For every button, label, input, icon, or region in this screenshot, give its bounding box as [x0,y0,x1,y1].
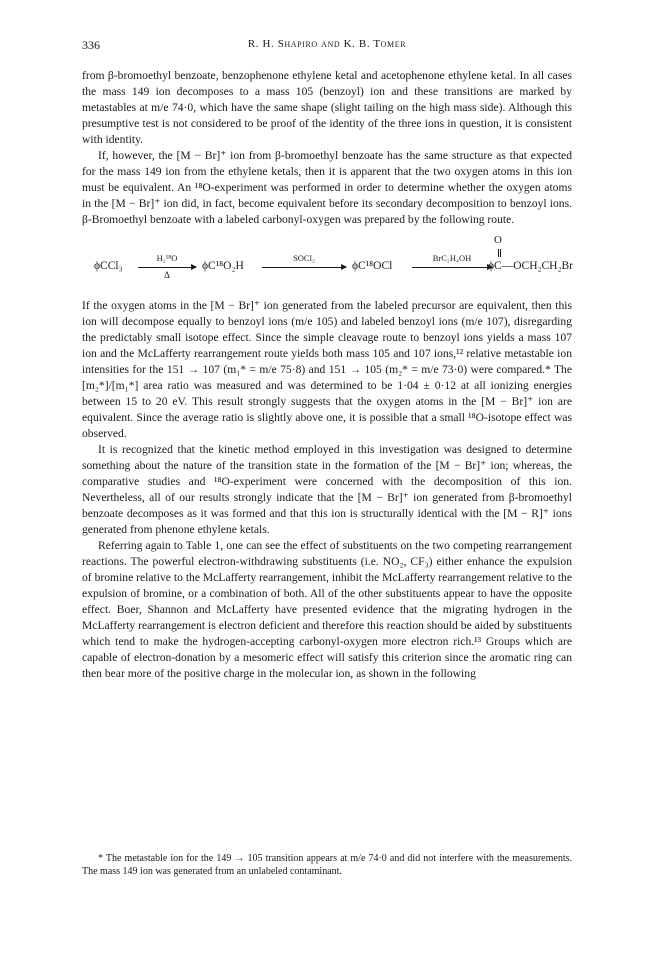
page-number: 336 [82,38,100,52]
scheme-arrow-1-condition: Δ [164,270,170,280]
scheme-compound-3: ϕC¹⁸OCl [352,260,393,272]
paragraph-4: It is recognized that the kinetic method employed in this investigation was designed to determine something about the nature of the transition state in the formation of the [M − Br]⁺ ion; whereas, the comparative studies and ¹⁸O-experiment were concerned with the decomposition of this ion. Nevertheless, all of our results strongly indicate that the [M − Br]⁺ ion generated from β-bromoethyl benzoate decomposes as it was formed and that this ion is structurally identical with the [M − R]⁺ ions generated from phenone ethylene ketals. [82,443,572,536]
page-body [82,38,572,682]
page-header [82,38,572,56]
double-bond-mark [498,249,501,257]
synthesis-scheme [82,234,572,288]
footnote: * The metastable ion for the 149 → 105 transition appears at m/e 74·0 and did not interfere with the measurements. The mass 149 ion was generated from an unlabeled contaminant. [82,853,572,877]
scheme-compound-2: ϕC¹⁸O₂H [202,260,244,272]
paragraph-5: Referring again to Table 1, one can see the effect of substituents on the two competing rearrangement reactions. The powerful electron-withdrawing substituents (i.e. NO₂, CF₃) either enhance the expulsion of bromine relative to the McLafferty rearrangement, inhibit the McLafferty rearrangement relative to the expulsion of bromine, or a combination of both. All of the other substituents appear to have the opposite effect. Boer, Shannon and McLafferty have presented evidence that the migrating hydrogen in the McLafferty rearrangement is electron deficient and therefore this reaction should be aided by substituents which tend to make the hydrogen-accepting carbonyl-oxygen more electron rich.¹³ Groups which are capable of electron-donation by a mesomeric effect will satisfy this criterion since the aromatic ring can then bear more of the positive charge in the molecular ion, as shown in the following [82,539,572,680]
paragraph-3: If the oxygen atoms in the [M − Br]⁺ ion generated from the labeled precursor are equivalent, then this ion will decompose equally to benzoyl ions (m/e 105) and labeled benzoyl ions (m/e 107), disregarding the predictably small isotope effect. Since the simple cleavage route to benzoyl ions yields a mass 107 ion and the McLafferty rearrangement route yields both mass 105 and 107 ions,¹² relative metastable ion intensities for the 151 → 107 (m₁* = m/e 75·8) and 151 → 105 (m₂* = m/e 73·0) were compared.* The [m₂*]/[m₁*] area ratio was measured and was determined to be 1·04 ± 0·12 at all ionizing energies between 15 to 20 eV. This result strongly suggests that the oxygen atoms in the [M − Br]⁺ ion are equivalent. Since the average ratio is slightly above one, it is possible that a small ¹⁸O-isotope effect was observed. [82,299,572,440]
scheme-product: ϕC—OCH₂CH₂Br [488,260,573,272]
scheme-arrow-1 [138,253,196,280]
scheme-arrow-3 [412,253,492,268]
scheme-arrow-1-reagent: H₂¹⁸O [156,253,178,263]
scheme-start-compound: ϕCCl₃ [94,260,123,272]
scheme-arrow-2-reagent: SOCl₂ [293,253,315,263]
paragraph-2: If, however, the [M − Br]⁺ ion from β-bromoethyl benzoate has the same structure as that expected for the mass 149 ion from the ethylene ketals, then it is apparent that the two oxygen atoms in this ion must be equivalent. An ¹⁸O-experiment was performed in order to determine whether the oxygen atoms in the [M − Br]⁺ ion did, in fact, become equivalent before its secondary decomposition to benzoyl ions. β-Bromoethyl benzoate with a labeled carbonyl-oxygen was prepared by the following route. [82,149,572,226]
scheme-arrow-2 [262,253,346,268]
paragraph-1: from β-bromoethyl benzoate, benzophenone ethylene ketal and acetophenone ethylene ketal. In all cases the mass 149 ion decomposes to a mass 105 (benzoyl) ion and these transitions are marked by metastables at m/e 74·0, which have the same shape (slight tailing on the high mass side). Although this presumptive test is not considered to be proof of the identity of the three ions in question, it is consistent with identity. [82,69,572,146]
running-head: R. H. Shapiro and K. B. Tomer [247,38,407,50]
scheme-row [82,253,573,281]
scheme-carbonyl-oxygen: O [494,234,502,246]
scheme-arrow-3-reagent: BrC₂H₄OH [432,253,472,263]
